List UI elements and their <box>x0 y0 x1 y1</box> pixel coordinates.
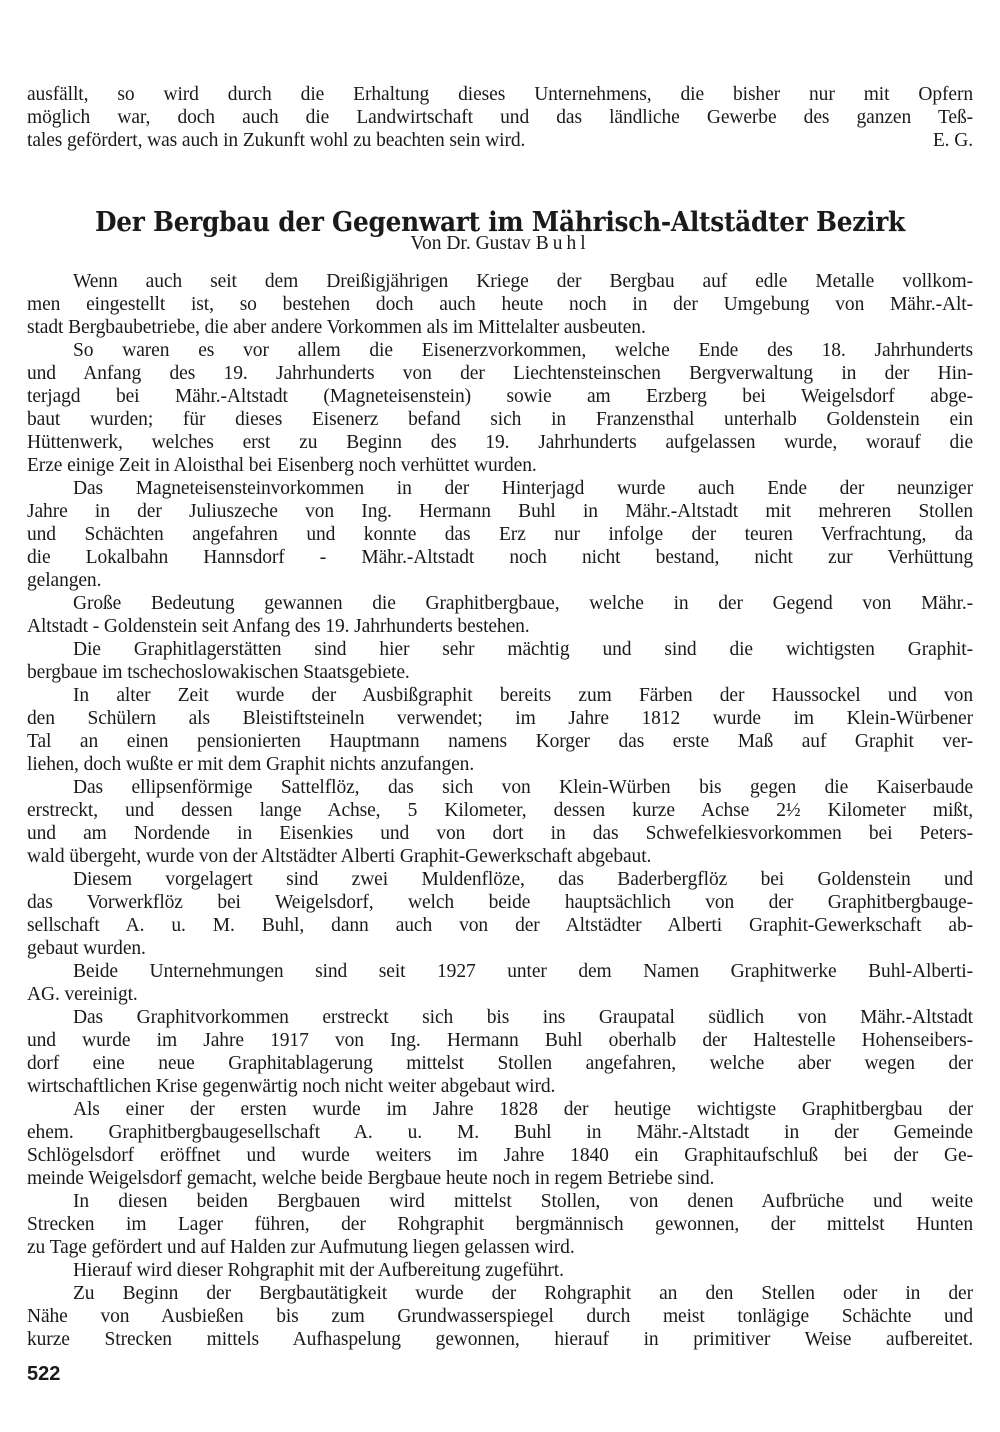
text-line: Wenn auch seit dem Dreißigjährigen Kriege der Bergbau auf edle Metalle vollkom- <box>73 271 973 292</box>
article-paragraph <box>27 776 973 868</box>
text-line: Zu Beginn der Bergbautätigkeit wurde der Rohgraphit an den Stellen oder in der <box>73 1283 973 1304</box>
page-number: 522 <box>27 1363 61 1385</box>
text-line: erstreckt, und dessen lange Achse, 5 Kilometer, dessen kurze Achse 2½ Kilometer mißt, <box>27 800 973 821</box>
text-line: men eingestellt ist, so bestehen doch auch heute noch in der Umgebung von Mähr.-Alt- <box>27 294 973 315</box>
text-line: In alter Zeit wurde der Ausbißgraphit bereits zum Färben der Haussockel und von <box>73 685 973 706</box>
text-line: Nähe von Ausbießen bis zum Grundwasserspiegel durch meist tonlägige Schächte und <box>27 1306 973 1327</box>
article-paragraph <box>27 1006 973 1098</box>
text-line: die Lokalbahn Hannsdorf - Mähr.-Altstadt noch nicht bestand, nicht zur Verhüttung <box>27 547 973 568</box>
text-line: stadt Bergbaubetriebe, die aber andere Vorkommen als im Mittelalter ausbeuten. <box>27 317 646 338</box>
text-line: und am Nordende in Eisenkies und von dort in das Schwefelkiesvorkommen bei Peters- <box>27 823 973 844</box>
article-paragraph <box>27 868 973 960</box>
text-line: dorf eine neue Graphitablagerung mittelst Stollen angefahren, welche aber wegen der <box>27 1053 973 1074</box>
intro-paragraph <box>27 83 973 152</box>
text-line: zu Tage gefördert und auf Halden zur Aufmutung liegen gelassen wird. <box>27 1237 575 1258</box>
text-line: Das ellipsenförmige Sattelflöz, das sich von Klein-Würben bis gegen die Kaiserbaude <box>73 777 973 798</box>
article-paragraph <box>27 270 973 339</box>
article-paragraph <box>27 339 973 477</box>
text-line: Altstadt - Goldenstein seit Anfang des 19. Jahrhunderts bestehen. <box>27 616 530 637</box>
article-title: Der Bergbau der Gegenwart im Mährisch-Altstädter Bezirk <box>95 207 905 239</box>
article-paragraph <box>27 684 973 776</box>
article-paragraph <box>27 638 973 684</box>
text-line: Strecken im Lager führen, der Rohgraphit bergmännisch gewonnen, der mittelst Hunten <box>27 1214 973 1235</box>
article-paragraph <box>27 1190 973 1259</box>
text-line: und Schächten angefahren und konnte das Erz nur infolge der teuren Verfrachtung, da <box>27 524 973 545</box>
text-line: Hüttenwerk, welches erst zu Beginn des 19. Jahrhunderts aufgelassen wurde, worauf die <box>27 432 973 453</box>
text-line: wirtschaftlichen Krise gegenwärtig noch nicht weiter abgebaut wird. <box>27 1076 556 1097</box>
text-line <box>27 129 973 152</box>
text-line: das Vorwerkflöz bei Weigelsdorf, welch beide hauptsächlich von der Graphitbergbauge- <box>27 892 973 913</box>
text-line: gebaut wurden. <box>27 938 146 959</box>
text-line: baut wurden; für dieses Eisenerz befand sich in Franzensthal unterhalb Goldenstein ein <box>27 409 973 430</box>
text-line: terjagd bei Mähr.-Altstadt (Magneteisenstein) sowie am Erzberg bei Weigelsdorf abge- <box>27 386 973 407</box>
text-line: Diesem vorgelagert sind zwei Muldenflöze, das Baderbergflöz bei Goldenstein und <box>73 869 973 890</box>
text-line: So waren es vor allem die Eisenerzvorkommen, welche Ende des 18. Jahrhunderts <box>73 340 973 361</box>
byline-prefix: Von Dr. Gustav <box>410 233 531 254</box>
signature-initials: E. G. <box>932 130 973 151</box>
text-line-content: tales gefördert, was auch in Zukunft wohl zu beachten sein wird. <box>27 130 526 151</box>
text-line: und wurde im Jahre 1917 von Ing. Hermann Buhl oberhalb der Haltestelle Hohenseibers- <box>27 1030 973 1051</box>
text-line: meinde Weigelsdorf gemacht, welche beide Bergbaue heute noch in regem Betriebe sind. <box>27 1168 715 1189</box>
text-line: Schlögelsdorf eröffnet und wurde weiters im Jahre 1840 ein Graphitaufschluß bei der Ge- <box>27 1145 973 1166</box>
text-line: ehem. Graphitbergbaugesellschaft A. u. M. Buhl in Mähr.-Altstadt in der Gemeinde <box>27 1122 973 1143</box>
article-paragraph <box>27 1259 973 1282</box>
text-line: den Schülern als Bleistiftsteineln verwendet; im Jahre 1812 wurde im Klein-Würbener <box>27 708 973 729</box>
article-body <box>27 270 973 1351</box>
text-line: Große Bedeutung gewannen die Graphitbergbaue, welche in der Gegend von Mähr.- <box>73 593 973 614</box>
text-line: Hierauf wird dieser Rohgraphit mit der Aufbereitung zugeführt. <box>73 1260 564 1281</box>
text-line: und Anfang des 19. Jahrhunderts von der Liechtensteinschen Bergverwaltung in der Hin- <box>27 363 973 384</box>
text-line: bergbaue im tschechoslowakischen Staatsgebiete. <box>27 662 410 683</box>
text-line: ausfällt, so wird durch die Erhaltung dieses Unternehmens, die bisher nur mit Opfern <box>27 84 973 105</box>
text-line: wald übergeht, wurde von der Altstädter Alberti Graphit-Gewerkschaft abgebaut. <box>27 846 652 867</box>
text-line: Das Magneteisensteinvorkommen in der Hinterjagd wurde auch Ende der neunziger <box>73 478 973 499</box>
text-line: kurze Strecken mittels Aufhaspelung gewonnen, hierauf in primitiver Weise aufbereitet. <box>27 1329 973 1350</box>
text-line: sellschaft A. u. M. Buhl, dann auch von der Altstädter Alberti Graphit-Gewerkschaft ab- <box>27 915 973 936</box>
text-line: Jahre in der Juliuszeche von Ing. Hermann Buhl in Mähr.-Altstadt mit mehreren Stollen <box>27 501 973 522</box>
text-line: Erze einige Zeit in Aloisthal bei Eisenberg noch verhüttet wurden. <box>27 455 537 476</box>
text-line: Beide Unternehmungen sind seit 1927 unter dem Namen Graphitwerke Buhl-Alberti- <box>73 961 973 982</box>
text-line: gelangen. <box>27 570 102 591</box>
article-paragraph <box>27 592 973 638</box>
text-line: Als einer der ersten wurde im Jahre 1828 der heutige wichtigste Graphitbergbau der <box>73 1099 973 1120</box>
text-line: liehen, doch wußte er mit dem Graphit nichts anzufangen. <box>27 754 475 775</box>
byline-name: Buhl <box>535 233 590 254</box>
article-paragraph <box>27 1098 973 1190</box>
article-byline <box>27 232 973 255</box>
text-line: AG. vereinigt. <box>27 984 138 1005</box>
article-paragraph <box>27 1282 973 1351</box>
article-paragraph <box>27 477 973 592</box>
text-line: In diesen beiden Bergbauen wird mittelst Stollen, von denen Aufbrüche und weite <box>73 1191 973 1212</box>
text-line: Die Graphitlagerstätten sind hier sehr mächtig und sind die wichtigsten Graphit- <box>73 639 973 660</box>
article-paragraph <box>27 960 973 1006</box>
text-line: Tal an einen pensionierten Hauptmann namens Korger das erste Maß auf Graphit ver- <box>27 731 973 752</box>
text-line: Das Graphitvorkommen erstreckt sich bis ins Graupatal südlich von Mähr.-Altstadt <box>73 1007 973 1028</box>
text-line: möglich war, doch auch die Landwirtschaft und das ländliche Gewerbe des ganzen Teß- <box>27 107 973 128</box>
